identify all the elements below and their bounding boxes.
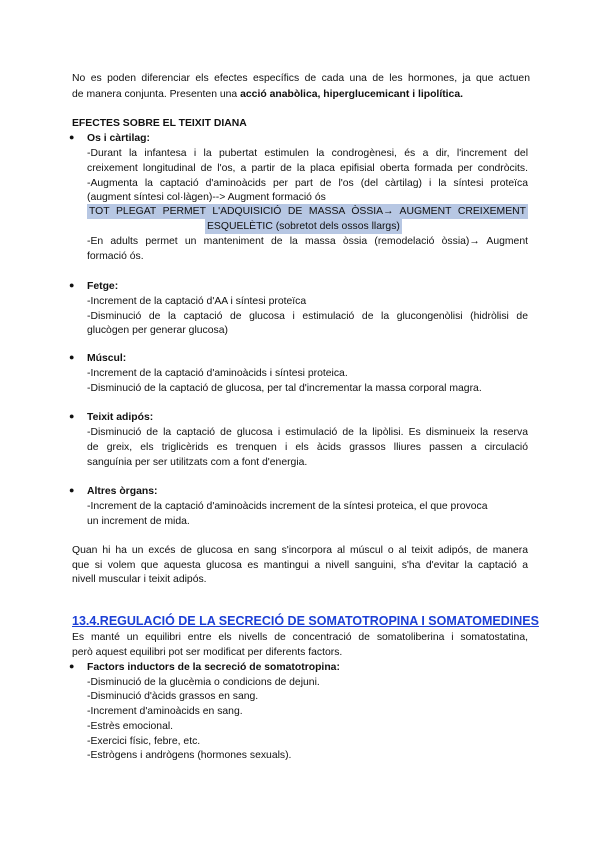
bullet-icon: ● bbox=[69, 485, 75, 495]
muscle-line-2: -Disminució de la captació de glucosa, per tal d'incrementar la massa corporal magra. bbox=[87, 383, 482, 394]
liver-line-1: -Increment de la captació d'AA i síntesi proteïca bbox=[87, 296, 307, 307]
bones-highlight-2: ESQUELÈTIC (sobretot dels ossos llargs) bbox=[207, 221, 400, 232]
glucose-note-line-1: Quan hi ha un excés de glucosa en sang s'incorpora al múscul o al teixit adipós, de manera bbox=[72, 545, 528, 556]
liver-line-2: -Disminució de la captació de glucosa i estimulació de la glucongenòlisi (hidròlisi de bbox=[87, 311, 528, 322]
other-line-2: un increment de mida. bbox=[87, 516, 190, 527]
bullet-icon: ● bbox=[69, 132, 75, 142]
muscle-title: Múscul: bbox=[87, 353, 127, 364]
section-title: 13.4.REGULACIÓ DE LA SECRECIÓ DE SOMATOTROPINA I SOMATOMEDINES bbox=[72, 614, 539, 628]
bones-line-3: -Augmenta la captació d'aminoàcids per part de l'os (del càrtilag) i la síntesi proteïca bbox=[87, 178, 528, 189]
bones-line-1: -Durant la infantesa i la pubertat estimulen la condrogènesi, és a dir, l'increment del bbox=[87, 148, 528, 159]
factor-item: -Disminució d'àcids grassos en sang. bbox=[87, 691, 259, 702]
bones-line-4: (augment síntesi col·làgen)--> Augment formació ós bbox=[87, 192, 326, 203]
liver-title: Fetge: bbox=[87, 281, 119, 292]
effects-heading: EFECTES SOBRE EL TEIXIT DIANA bbox=[72, 118, 247, 129]
liver-line-3: glucògen per generar glucosa) bbox=[87, 325, 228, 336]
muscle-line-1: -Increment de la captació d'aminoàcids i síntesi proteica. bbox=[87, 368, 348, 379]
factor-item: -Exercici físic, febre, etc. bbox=[87, 736, 201, 747]
bones-line-5: -En adults permet un manteniment de la massa òssia (remodelació òssia)→ Augment bbox=[87, 236, 528, 247]
factors-title: Factors inductors de la secreció de somatotropina: bbox=[87, 662, 340, 673]
bullet-icon: ● bbox=[69, 661, 75, 671]
bones-line-2: creixement longitudinal de l'os, a partir de la placa epifisial oberta formada per condròcits. bbox=[87, 163, 528, 174]
factor-item: -Estrògens i andrògens (hormones sexuals). bbox=[87, 750, 292, 761]
adipose-line-3: sanguínia per ser utilitzats com a font d'energia. bbox=[87, 457, 308, 468]
bullet-icon: ● bbox=[69, 280, 75, 290]
bullet-icon: ● bbox=[69, 352, 75, 362]
adipose-title: Teixit adipós: bbox=[87, 412, 154, 423]
factor-item: -Disminució de la glucèmia o condicions de dejuni. bbox=[87, 677, 320, 688]
factor-item: -Increment d'aminoàcids en sang. bbox=[87, 706, 243, 717]
bones-line-6: formació ós. bbox=[87, 251, 144, 262]
bullet-icon: ● bbox=[69, 411, 75, 421]
adipose-line-2: de greix, els triglicèrids es trenquen i els àcids grassos lliures passen a circulació bbox=[87, 442, 528, 453]
glucose-note-line-3: nivell muscular i teixit adipós. bbox=[72, 574, 207, 585]
bones-title: Os i càrtilag: bbox=[87, 133, 150, 144]
other-title: Altres òrgans: bbox=[87, 486, 158, 497]
intro-line-2 bbox=[72, 87, 463, 102]
factor-item: -Estrès emocional. bbox=[87, 721, 174, 732]
bones-highlight-1: TOT PLEGAT PERMET L'ADQUISICIÓ DE MASSA ÒSSIA→ AUGMENT CREIXEMENT bbox=[89, 206, 526, 217]
section-paragraph-line-2: però aquest equilibri pot ser modificat per diferents factors. bbox=[72, 647, 343, 658]
adipose-line-1: -Disminució de la captació de glucosa i estimulació de la lipòlisi. Es disminueix la reserva bbox=[87, 427, 528, 438]
section-paragraph-line-1: Es manté un equilibri entre els nivells de concentració de somatoliberina i somatostatina, bbox=[72, 632, 528, 643]
intro-line-2-bold: acció anabòlica, hiperglucemicant i lipolítica. bbox=[240, 89, 463, 100]
intro-line-1: No es poden diferenciar els efectes específics de cada una de les hormones, ja que actuen bbox=[72, 73, 530, 84]
intro-line-2-text: de manera conjunta. Presenten una bbox=[72, 89, 241, 100]
other-line-1: -Increment de la captació d'aminoàcids increment de la síntesi proteica, el que provoca bbox=[87, 501, 488, 512]
glucose-note-line-2: que si volem que aquesta glucosa es mantingui a nivell sanguini, s'ha d'evitar la captació a bbox=[72, 560, 528, 571]
